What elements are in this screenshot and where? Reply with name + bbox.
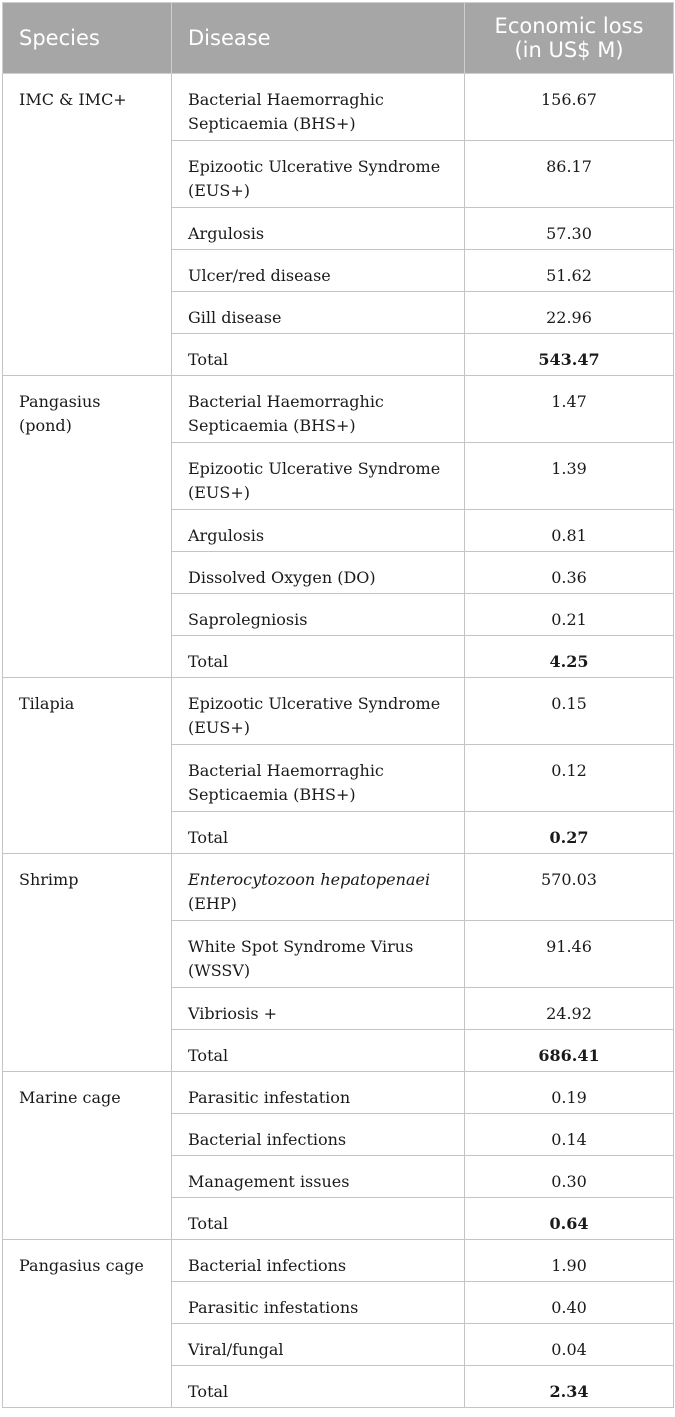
species-cell: Shrimp xyxy=(3,854,172,1072)
disease-italic-name: Enterocytozoon hepatopenaei xyxy=(188,870,431,889)
header-disease: Disease xyxy=(172,3,465,74)
disease-cell: Bacterial Haemorraghic Septicaemia (BHS+) xyxy=(172,745,465,812)
disease-cell: White Spot Syndrome Virus (WSSV) xyxy=(172,921,465,988)
species-cell: Pangasius (pond) xyxy=(3,376,172,678)
disease-cell: Management issues xyxy=(172,1156,465,1198)
disease-cell: Gill disease xyxy=(172,292,465,334)
loss-cell: 0.14 xyxy=(465,1114,674,1156)
disease-cell: Epizootic Ulcerative Syndrome (EUS+) xyxy=(172,141,465,208)
loss-cell: 0.81 xyxy=(465,510,674,552)
disease-cell: Parasitic infestations xyxy=(172,1282,465,1324)
loss-cell: 0.19 xyxy=(465,1072,674,1114)
economic-loss-table xyxy=(2,2,674,1408)
disease-cell: Bacterial infections xyxy=(172,1240,465,1282)
table-row xyxy=(3,1072,674,1114)
table-header xyxy=(3,3,674,74)
loss-cell: 0.30 xyxy=(465,1156,674,1198)
disease-cell: Argulosis xyxy=(172,208,465,250)
header-economic-loss xyxy=(465,3,674,74)
disease-cell: Ulcer/red disease xyxy=(172,250,465,292)
disease-cell: Dissolved Oxygen (DO) xyxy=(172,552,465,594)
species-cell: Marine cage xyxy=(3,1072,172,1240)
total-label: Total xyxy=(172,1030,465,1072)
total-label: Total xyxy=(172,812,465,854)
loss-cell: 1.39 xyxy=(465,443,674,510)
disease-cell xyxy=(172,854,465,921)
header-species: Species xyxy=(3,3,172,74)
total-label: Total xyxy=(172,1366,465,1408)
total-label: Total xyxy=(172,334,465,376)
total-value: 686.41 xyxy=(465,1030,674,1072)
loss-cell: 24.92 xyxy=(465,988,674,1030)
loss-cell: 0.40 xyxy=(465,1282,674,1324)
loss-cell: 91.46 xyxy=(465,921,674,988)
table-row xyxy=(3,1240,674,1282)
total-value: 4.25 xyxy=(465,636,674,678)
total-value: 0.27 xyxy=(465,812,674,854)
species-cell: Pangasius cage xyxy=(3,1240,172,1408)
disease-cell: Epizootic Ulcerative Syndrome (EUS+) xyxy=(172,443,465,510)
disease-cell: Viral/fungal xyxy=(172,1324,465,1366)
disease-cell: Bacterial infections xyxy=(172,1114,465,1156)
total-label: Total xyxy=(172,1198,465,1240)
loss-cell: 0.15 xyxy=(465,678,674,745)
species-cell: IMC & IMC+ xyxy=(3,74,172,376)
loss-cell: 57.30 xyxy=(465,208,674,250)
species-cell: Tilapia xyxy=(3,678,172,854)
loss-cell: 51.62 xyxy=(465,250,674,292)
loss-cell: 0.12 xyxy=(465,745,674,812)
table-row xyxy=(3,74,674,141)
table-row xyxy=(3,376,674,443)
total-label: Total xyxy=(172,636,465,678)
loss-cell: 22.96 xyxy=(465,292,674,334)
loss-cell: 570.03 xyxy=(465,854,674,921)
header-economic-loss-text: Economic loss (in US$ M) xyxy=(494,14,644,62)
disease-cell: Vibriosis + xyxy=(172,988,465,1030)
loss-cell: 0.21 xyxy=(465,594,674,636)
disease-cell: Bacterial Haemorraghic Septicaemia (BHS+) xyxy=(172,376,465,443)
table-row xyxy=(3,678,674,745)
loss-cell: 86.17 xyxy=(465,141,674,208)
loss-cell: 0.36 xyxy=(465,552,674,594)
loss-cell: 1.47 xyxy=(465,376,674,443)
loss-cell: 1.90 xyxy=(465,1240,674,1282)
total-value: 0.64 xyxy=(465,1198,674,1240)
disease-cell: Argulosis xyxy=(172,510,465,552)
disease-cell: Parasitic infestation xyxy=(172,1072,465,1114)
total-value: 543.47 xyxy=(465,334,674,376)
disease-cell: Saprolegniosis xyxy=(172,594,465,636)
disease-abbrev: (EHP) xyxy=(188,894,237,913)
loss-cell: 0.04 xyxy=(465,1324,674,1366)
table-body xyxy=(3,74,674,1408)
disease-cell: Bacterial Haemorraghic Septicaemia (BHS+) xyxy=(172,74,465,141)
disease-cell: Epizootic Ulcerative Syndrome (EUS+) xyxy=(172,678,465,745)
total-value: 2.34 xyxy=(465,1366,674,1408)
table-row xyxy=(3,854,674,921)
loss-cell: 156.67 xyxy=(465,74,674,141)
